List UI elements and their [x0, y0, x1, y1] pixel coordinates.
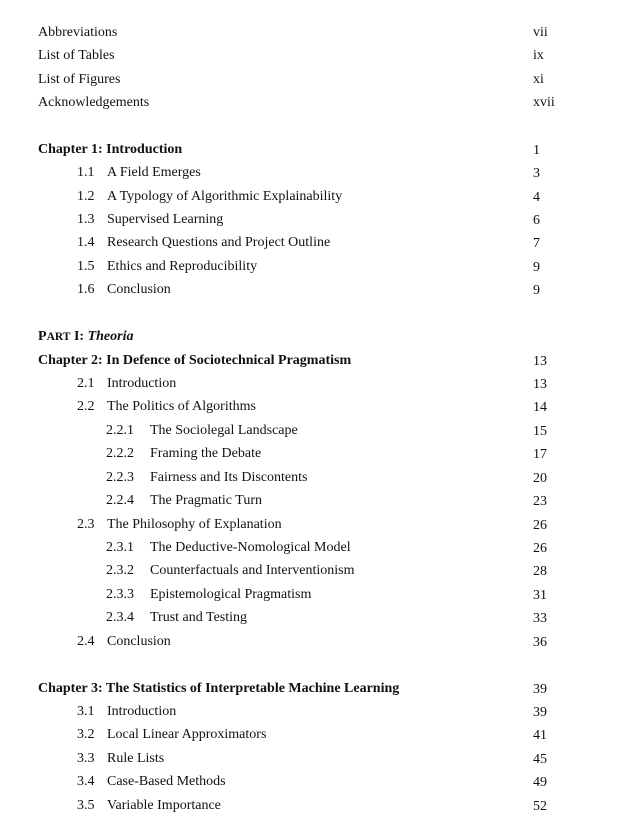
subsection-title: Counterfactuals and Interventionism	[150, 563, 355, 578]
section-number: 2.1	[77, 376, 95, 391]
toc-section[interactable]	[77, 397, 256, 417]
subsection-number: 2.2.3	[106, 470, 134, 485]
subsection-number: 2.3.4	[106, 610, 134, 625]
section-number: 2.4	[77, 634, 95, 649]
section-title: Conclusion	[107, 282, 171, 297]
section-title: Rule Lists	[107, 751, 165, 766]
toc-entry-abbreviations[interactable]	[38, 23, 117, 43]
toc-section[interactable]	[77, 257, 257, 277]
toc-section[interactable]	[77, 772, 226, 792]
section-number: 3.1	[77, 704, 95, 719]
toc-subsection[interactable]	[106, 444, 261, 464]
subsection-number: 2.3.2	[106, 563, 134, 578]
subsection-number: 2.2.1	[106, 423, 134, 438]
section-number: 2.3	[77, 517, 95, 532]
section-title: A Field Emerges	[107, 165, 201, 180]
toc-section[interactable]	[77, 163, 201, 183]
section-number: 1.2	[77, 189, 95, 204]
toc-entry-list-of-tables[interactable]	[38, 46, 115, 66]
entry-title: List of Tables	[38, 48, 115, 63]
toc-entry-list-of-figures[interactable]	[38, 70, 120, 90]
page-number: ix	[533, 48, 544, 63]
toc-section[interactable]	[77, 725, 266, 745]
page-number: 17	[533, 447, 547, 462]
section-number: 2.2	[77, 399, 95, 414]
subsection-title: Framing the Debate	[150, 446, 262, 461]
section-number: 3.2	[77, 727, 95, 742]
part-label-initial: P	[38, 329, 47, 344]
subsection-title: The Deductive-Nomological Model	[150, 540, 351, 555]
section-title: Conclusion	[107, 634, 171, 649]
page-number: xi	[533, 72, 544, 87]
subsection-title: The Sociolegal Landscape	[150, 423, 298, 438]
section-number: 1.3	[77, 212, 95, 227]
toc-section[interactable]	[77, 374, 176, 394]
page-number: 26	[533, 541, 547, 556]
page-number: 41	[533, 728, 547, 743]
toc-section[interactable]	[77, 702, 176, 722]
toc-subsection[interactable]	[106, 561, 355, 581]
subsection-title: The Pragmatic Turn	[150, 493, 262, 508]
toc-subsection[interactable]	[106, 421, 298, 441]
page-number: 23	[533, 494, 547, 509]
section-title: The Philosophy of Explanation	[107, 517, 282, 532]
section-number: 1.1	[77, 165, 95, 180]
page-number: 4	[533, 190, 540, 205]
section-number: 1.4	[77, 235, 95, 250]
page-number: 6	[533, 213, 540, 228]
subsection-number: 2.3.1	[106, 540, 134, 555]
page-number: 36	[533, 635, 547, 650]
chapter-heading[interactable]: Chapter 2: In Defence of Sociotechnical Pragmatism	[38, 353, 352, 368]
toc-subsection[interactable]	[106, 468, 307, 488]
section-number: 1.6	[77, 282, 95, 297]
toc-subsection[interactable]	[106, 608, 247, 628]
toc-section[interactable]	[77, 210, 223, 230]
page-number: 45	[533, 752, 547, 767]
entry-title: List of Figures	[38, 72, 121, 87]
page-number: vii	[533, 25, 548, 40]
toc-section[interactable]	[77, 280, 171, 300]
page-number: 31	[533, 588, 547, 603]
page-number: 9	[533, 283, 540, 298]
subsection-number: 2.2.2	[106, 446, 134, 461]
page-number: 33	[533, 611, 547, 626]
subsection-title: Fairness and Its Discontents	[150, 470, 308, 485]
chapter-heading[interactable]: Chapter 3: The Statistics of Interpretable Machine Learning	[38, 681, 400, 696]
section-number: 1.5	[77, 259, 95, 274]
part-title: Theoria	[87, 329, 134, 344]
toc-subsection[interactable]	[106, 585, 311, 605]
entry-title: Abbreviations	[38, 25, 118, 40]
section-title: Local Linear Approximators	[107, 727, 267, 742]
section-number: 3.3	[77, 751, 95, 766]
page-number: 39	[533, 682, 547, 697]
section-title: Research Questions and Project Outline	[107, 235, 331, 250]
toc-section[interactable]	[77, 632, 171, 652]
subsection-number: 2.3.3	[106, 587, 134, 602]
page-number: 15	[533, 424, 547, 439]
section-number: 3.4	[77, 774, 95, 789]
chapter-heading[interactable]: Chapter 1: Introduction	[38, 142, 183, 157]
section-title: Introduction	[107, 376, 177, 391]
subsection-number: 2.2.4	[106, 493, 134, 508]
toc-subsection[interactable]	[106, 491, 262, 511]
page-number: 49	[533, 775, 547, 790]
page-number: 13	[533, 377, 547, 392]
toc-section[interactable]	[77, 796, 221, 816]
toc-subsection[interactable]	[106, 538, 351, 558]
section-number: 3.5	[77, 798, 95, 813]
page-number: 26	[533, 518, 547, 533]
section-title: Ethics and Reproducibility	[107, 259, 258, 274]
subsection-title: Epistemological Pragmatism	[150, 587, 312, 602]
page-number: 1	[533, 143, 540, 158]
section-title: The Politics of Algorithms	[107, 399, 256, 414]
page-number: 3	[533, 166, 540, 181]
section-title: Introduction	[107, 704, 177, 719]
toc-entry-acknowledgements[interactable]	[38, 93, 149, 113]
page-number: 39	[533, 705, 547, 720]
page-number: xvii	[533, 95, 555, 110]
part-numeral: I:	[73, 329, 85, 344]
entry-title: Acknowledgements	[38, 95, 150, 110]
toc-section[interactable]	[77, 749, 164, 769]
section-title: Case-Based Methods	[107, 774, 226, 789]
toc-section[interactable]	[77, 233, 330, 253]
part-label: ART	[46, 331, 71, 343]
section-title: Supervised Learning	[107, 212, 224, 227]
page-number: 13	[533, 354, 547, 369]
page-number: 52	[533, 799, 547, 814]
section-title: Variable Importance	[107, 798, 221, 813]
part-heading[interactable]	[38, 327, 133, 347]
section-title: A Typology of Algorithmic Explainability	[107, 189, 343, 204]
page-number: 9	[533, 260, 540, 275]
page-number: 7	[533, 236, 540, 251]
toc-section[interactable]	[77, 187, 342, 207]
page-number: 28	[533, 564, 547, 579]
page-number: 14	[533, 400, 547, 415]
subsection-title: Trust and Testing	[150, 610, 248, 625]
toc-section[interactable]	[77, 515, 282, 535]
page-number: 20	[533, 471, 547, 486]
